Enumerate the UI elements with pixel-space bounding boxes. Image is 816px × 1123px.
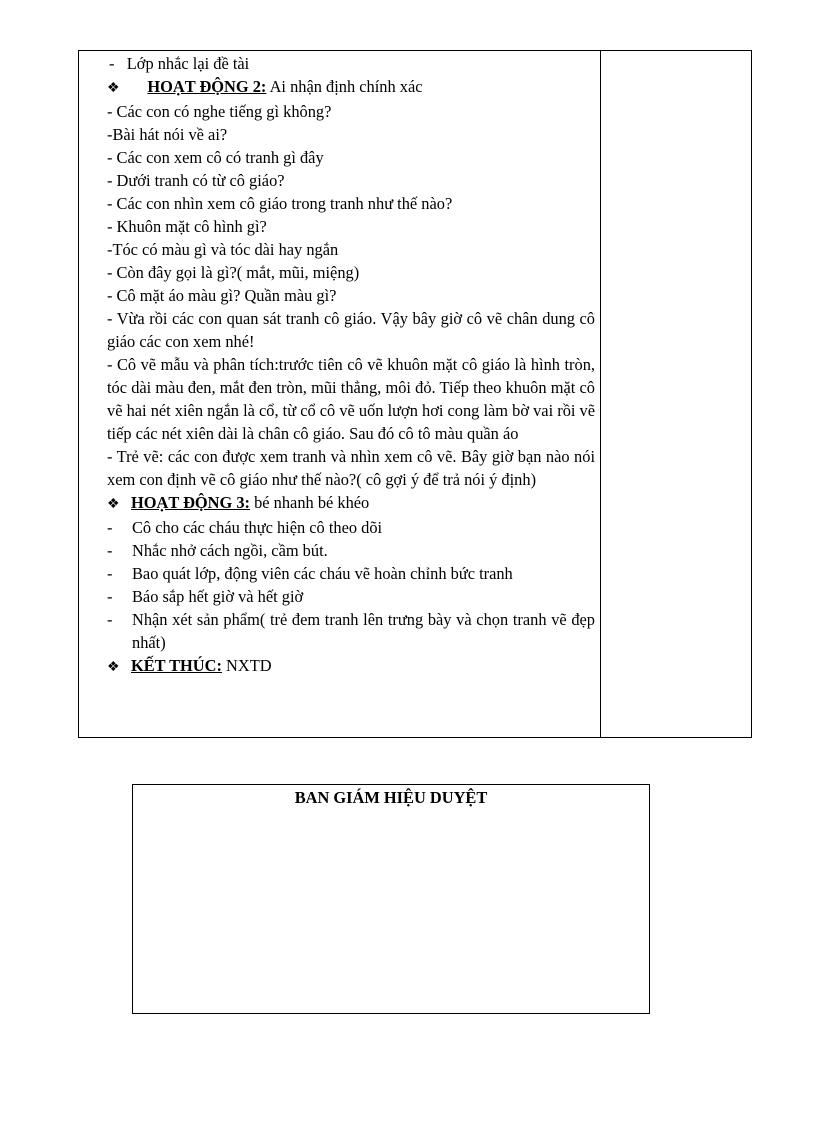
text-line: - Cô mặt áo màu gì? Quần màu gì? bbox=[107, 286, 337, 305]
dash: - bbox=[109, 54, 115, 73]
list-item: - Nhắc nhở cách ngồi, cầm bút. bbox=[107, 541, 328, 560]
paragraph: - Trẻ vẽ: các con được xem tranh và nhìn xem cô vẽ. Bây giờ bạn nào nói xem con định vẽ cô giáo như thế nào?( cô gợi ý để trả nói ý định) bbox=[107, 447, 595, 489]
conclusion-heading: ❖ KẾT THÚC: NXTD bbox=[107, 654, 595, 679]
diamond-bullet-icon: ❖ bbox=[107, 497, 120, 512]
column-divider bbox=[600, 50, 601, 738]
text-line: -Tóc có màu gì và tóc dài hay ngắn bbox=[107, 240, 339, 259]
list-item: - Báo sắp hết giờ và hết giờ bbox=[107, 587, 304, 606]
diamond-bullet-icon: ❖ bbox=[107, 660, 120, 675]
diamond-bullet-icon: ❖ bbox=[107, 81, 120, 96]
list-item: - Nhận xét sản phẩm( trẻ đem tranh lên trưng bày và chọn tranh vẽ đẹp nhất) bbox=[107, 610, 595, 652]
approval-title: BAN GIÁM HIỆU DUYỆT bbox=[294, 788, 488, 807]
list-item: - Cô cho các cháu thực hiện cô theo dõi bbox=[107, 518, 383, 537]
text-line: -Bài hát nói về ai? bbox=[107, 125, 228, 144]
paragraph: - Vừa rồi các con quan sát tranh cô giáo. Vậy bây giờ cô vẽ chân dung cô giáo các con xem nhé! bbox=[107, 309, 595, 351]
text-line: - Khuôn mặt cô hình gì? bbox=[107, 217, 267, 236]
activity-2-heading: ❖ HOẠT ĐỘNG 2: Ai nhận định chính xác bbox=[107, 75, 595, 100]
activity-3-heading: ❖ HOẠT ĐỘNG 3: bé nhanh bé khéo bbox=[107, 491, 595, 516]
text-line: - Các con nhìn xem cô giáo trong tranh như thế nào? bbox=[107, 194, 453, 213]
text-line: - Còn đây gọi là gì?( mắt, mũi, miệng) bbox=[107, 263, 360, 282]
text-line: - Các con xem cô có tranh gì đây bbox=[107, 148, 324, 167]
text-line: - Các con có nghe tiếng gì không? bbox=[107, 102, 332, 121]
lesson-content bbox=[107, 52, 595, 679]
list-item: - Bao quát lớp, động viên các cháu vẽ hoàn chỉnh bức tranh bbox=[107, 564, 513, 583]
paragraph: - Cô vẽ mẫu và phân tích:trước tiên cô vẽ khuôn mặt cô giáo là hình tròn, tóc dài màu đen, mắt đen tròn, mũi thẳng, môi đỏ. Tiếp theo khuôn mặt cô vẽ hai nét xiên ngắn là cổ, từ cổ cô vẽ uốn lượn hơi cong làm bờ vai rồi vẽ tiếp các nét xiên dài là chân cô giáo. Sau đó cô tô màu quần áo bbox=[107, 355, 596, 443]
text-line: - Dưới tranh có từ cô giáo? bbox=[107, 171, 285, 190]
intro-line: - Lớp nhắc lại đề tài bbox=[109, 54, 250, 73]
approval-box bbox=[132, 784, 650, 1014]
